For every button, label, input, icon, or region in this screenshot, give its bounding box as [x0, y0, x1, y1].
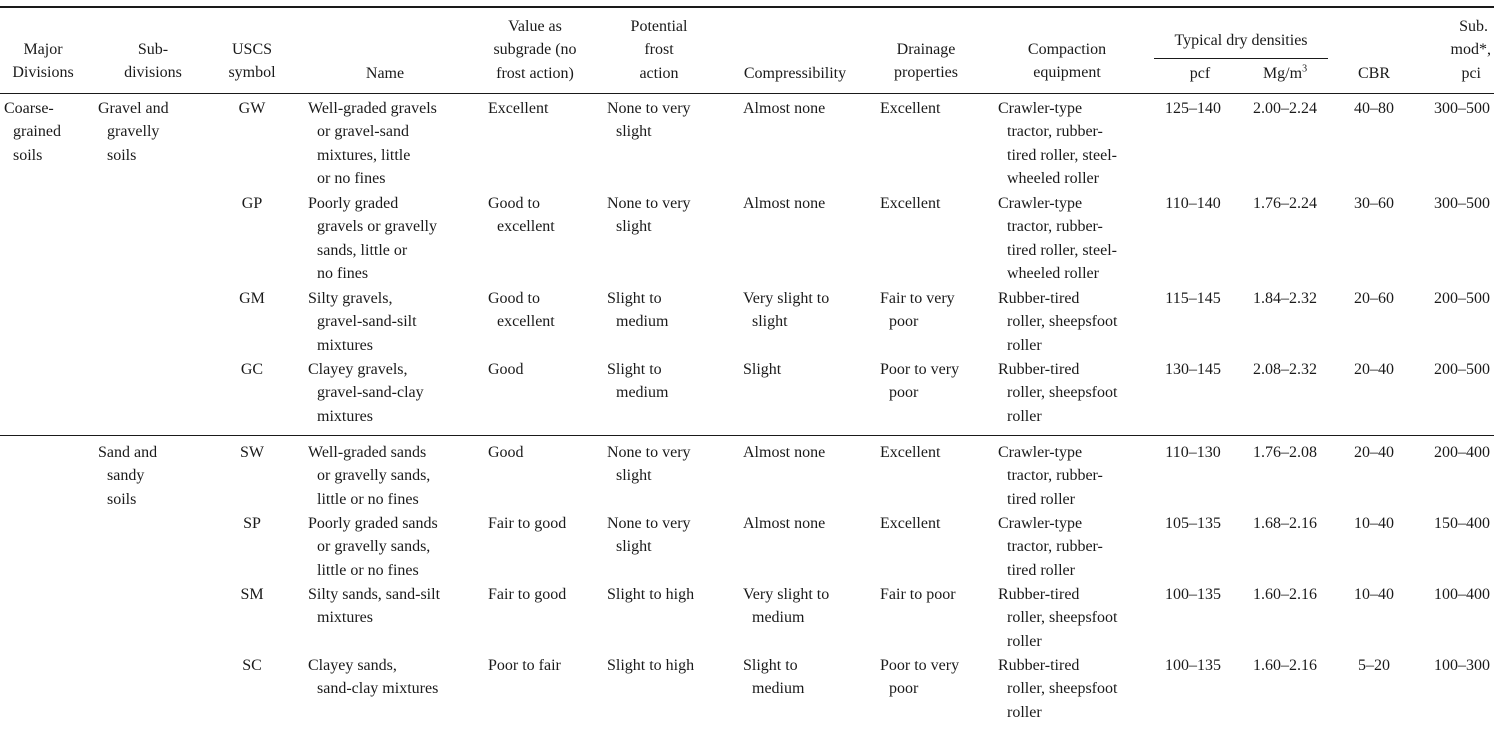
cell-value	[488, 358, 600, 381]
cell-name-line: Silty gravels,	[308, 290, 393, 307]
cell-pcf-text: 110–130	[1165, 444, 1221, 461]
header-name	[300, 62, 470, 85]
cell-submod-text: 300–500	[1434, 100, 1490, 117]
cell-compress	[743, 583, 873, 630]
cell-compaction	[998, 583, 1148, 653]
cell-submod	[1410, 358, 1490, 381]
cell-pcf-text: 110–140	[1165, 195, 1221, 212]
cell-compaction-line: Rubber-tired	[998, 361, 1080, 378]
cell-value	[488, 97, 600, 120]
group-divider-rule	[0, 435, 1494, 436]
header-mgm-superscript: 3	[1302, 63, 1308, 75]
cell-pcf	[1150, 97, 1236, 120]
cell-compaction	[998, 287, 1148, 357]
header-mgm-text: Mg/m	[1262, 65, 1303, 82]
cell-compaction	[998, 97, 1148, 191]
cell-name-line: gravel-sand-clay	[317, 384, 424, 402]
cell-value-line: Excellent	[488, 100, 549, 117]
cell-compress-line: Very slight to	[743, 586, 830, 603]
cell-compaction-line: roller	[1007, 407, 1042, 425]
cell-compaction	[998, 441, 1148, 511]
cell-symbol	[216, 192, 288, 215]
cell-drainage-line: Poor to very	[880, 361, 960, 378]
cell-mgm	[1240, 97, 1330, 120]
densities-underline	[1154, 58, 1328, 59]
cell-frost-line: medium	[616, 384, 669, 402]
cell-frost-line: slight	[616, 467, 652, 485]
header-compress-text: Compressibility	[743, 65, 847, 82]
cell-name-line: mixtures	[317, 407, 373, 425]
cell-drainage	[880, 654, 990, 701]
header-major-divisions	[0, 38, 86, 85]
cell-mgm-text: 1.60–2.16	[1253, 657, 1317, 674]
cell-cbr	[1338, 654, 1410, 677]
major-line-3: soils	[13, 146, 43, 164]
cell-compress-line: Almost none	[743, 195, 826, 212]
cell-name-line: or gravel-sand	[317, 123, 409, 141]
cell-compress	[743, 97, 873, 120]
cell-value-line: Good	[488, 444, 524, 461]
cell-compress-line: medium	[752, 609, 805, 627]
gravel-sub-line-3: soils	[107, 146, 137, 164]
header-frost-line-1: Potential	[630, 18, 688, 35]
cell-name-line: Well-graded sands	[308, 444, 427, 461]
cell-frost	[607, 654, 719, 677]
cell-name-line: Silty sands, sand-silt	[308, 586, 441, 603]
header-submod-line-2: mod*,	[1450, 41, 1491, 59]
cell-frost-line: None to very	[607, 444, 691, 461]
cell-drainage-line: poor	[889, 313, 919, 331]
cell-name	[308, 583, 478, 630]
cell-compaction-line: Crawler-type	[998, 195, 1083, 212]
sand-sub-line-2: sandy	[107, 467, 145, 485]
cell-drainage-line: Fair to poor	[880, 586, 956, 603]
cell-compress-line: Almost none	[743, 100, 826, 117]
header-frost-line-2: frost	[644, 41, 674, 59]
cell-drainage-line: Fair to very	[880, 290, 955, 307]
cell-compaction-line: tired roller, steel-	[1007, 146, 1117, 164]
cell-compaction-line: tractor, rubber-	[1007, 218, 1103, 236]
cell-name-line: mixtures	[317, 336, 373, 354]
cell-value-line: Good to	[488, 290, 540, 307]
header-compaction-equipment	[994, 38, 1140, 85]
cell-value-line: Poor to fair	[488, 657, 561, 674]
header-potential-frost-action	[600, 15, 718, 85]
cell-cbr	[1338, 512, 1410, 535]
cell-name-line: Poorly graded	[308, 195, 399, 212]
header-pcf	[1154, 62, 1246, 85]
cell-compaction-line: roller	[1007, 703, 1042, 721]
cell-name-line: gravels or gravelly	[317, 218, 437, 236]
header-cbr	[1338, 62, 1410, 85]
cell-compaction-line: tired roller	[1007, 490, 1075, 508]
header-cbr-text: CBR	[1357, 65, 1390, 82]
cell-symbol-text: SC	[242, 657, 262, 674]
cell-compaction-line: Crawler-type	[998, 100, 1083, 117]
cell-name-line: little or no fines	[317, 561, 419, 579]
cell-drainage	[880, 583, 990, 606]
cell-pcf	[1150, 287, 1236, 310]
cell-compaction-line: wheeled roller	[1007, 265, 1099, 283]
cell-drainage	[880, 287, 990, 334]
cell-mgm-text: 1.68–2.16	[1253, 515, 1317, 532]
cell-symbol-text: SP	[243, 515, 261, 532]
cell-cbr-text: 10–40	[1354, 515, 1394, 532]
cell-compaction-line: roller, sheepsfoot	[1007, 384, 1118, 402]
cell-cbr-text: 30–60	[1354, 195, 1394, 212]
cell-value-line: Good to	[488, 195, 540, 212]
cell-symbol	[216, 358, 288, 381]
cell-symbol-text: SM	[240, 586, 264, 603]
cell-name-line: gravel-sand-silt	[317, 313, 417, 331]
cell-compress	[743, 512, 873, 535]
cell-pcf	[1150, 358, 1236, 381]
cell-submod-text: 300–500	[1434, 195, 1490, 212]
cell-compaction-line: roller, sheepsfoot	[1007, 313, 1118, 331]
cell-mgm-text: 1.76–2.24	[1253, 195, 1317, 212]
cell-drainage	[880, 512, 990, 535]
sand-sub-line-1: Sand and	[98, 444, 158, 461]
cell-compress-line: medium	[752, 680, 805, 698]
cell-name-line: Clayey sands,	[308, 657, 397, 674]
cell-drainage-line: Poor to very	[880, 657, 960, 674]
cell-value-line: excellent	[497, 313, 555, 331]
header-compressibility	[728, 62, 862, 85]
cell-value-line: Fair to good	[488, 586, 567, 603]
cell-compress-line: Slight	[743, 361, 782, 378]
cell-symbol-text: GC	[240, 361, 264, 378]
cell-compress-line: Almost none	[743, 515, 826, 532]
cell-submod-text: 200–500	[1434, 290, 1490, 307]
cell-compress	[743, 654, 873, 701]
cell-compress-line: Almost none	[743, 444, 826, 461]
cell-pcf-text: 100–135	[1165, 657, 1221, 674]
cell-compaction-line: roller, sheepsfoot	[1007, 609, 1118, 627]
cell-mgm	[1240, 358, 1330, 381]
cell-name-line: or no fines	[317, 170, 386, 188]
cell-drainage-line: poor	[889, 680, 919, 698]
cell-mgm	[1240, 192, 1330, 215]
cell-pcf	[1150, 192, 1236, 215]
cell-drainage-line: Excellent	[880, 195, 941, 212]
header-sub-line-1: Sub-	[137, 41, 169, 58]
cell-compaction-line: tractor, rubber-	[1007, 123, 1103, 141]
cell-frost-line: slight	[616, 123, 652, 141]
cell-pcf-text: 130–145	[1165, 361, 1221, 378]
cell-frost-line: medium	[616, 313, 669, 331]
header-drainage-properties	[874, 38, 978, 85]
header-value-line-2: subgrade (no	[493, 41, 577, 59]
cell-compaction-line: Crawler-type	[998, 444, 1083, 461]
cell-value	[488, 441, 600, 464]
cell-submod-text: 100–400	[1434, 586, 1490, 603]
cell-compress	[743, 358, 873, 381]
cell-mgm-text: 1.76–2.08	[1253, 444, 1317, 461]
cell-pcf	[1150, 583, 1236, 606]
cell-symbol	[216, 441, 288, 464]
cell-name-line: Poorly graded sands	[308, 515, 438, 532]
cell-compaction	[998, 654, 1148, 724]
cell-compaction-line: Rubber-tired	[998, 290, 1080, 307]
cell-submod	[1410, 192, 1490, 215]
cell-symbol	[216, 512, 288, 535]
group-gravel-subdivision	[98, 97, 169, 167]
cell-name-line: no fines	[317, 265, 369, 283]
cell-compaction	[998, 358, 1148, 428]
cell-compaction-line: Rubber-tired	[998, 586, 1080, 603]
cell-submod	[1410, 654, 1490, 677]
sand-sub-line-3: soils	[107, 490, 137, 508]
cell-name-line: or gravelly sands,	[317, 467, 431, 485]
header-drainage-line-1: Drainage	[896, 41, 956, 58]
cell-submod	[1410, 287, 1490, 310]
cell-name-line: mixtures	[317, 609, 373, 627]
cell-compress	[743, 192, 873, 215]
cell-compress-line: slight	[752, 313, 788, 331]
cell-frost	[607, 97, 719, 144]
cell-cbr-text: 5–20	[1358, 657, 1390, 674]
cell-frost	[607, 358, 719, 405]
header-bottom-rule	[0, 93, 1494, 94]
cell-name-line: Well-graded gravels	[308, 100, 437, 117]
table-top-rule	[0, 6, 1494, 8]
cell-name	[308, 441, 478, 511]
cell-cbr-text: 10–40	[1354, 586, 1394, 603]
cell-compaction-line: wheeled roller	[1007, 170, 1099, 188]
group-sand-subdivision	[98, 441, 157, 511]
cell-compaction-line: roller, sheepsfoot	[1007, 680, 1118, 698]
cell-compaction-line: tired roller	[1007, 561, 1075, 579]
major-line-1: Coarse-	[4, 100, 54, 117]
cell-compaction-line: tractor, rubber-	[1007, 467, 1103, 485]
cell-mgm	[1240, 583, 1330, 606]
cell-name	[308, 192, 478, 286]
cell-drainage	[880, 192, 990, 215]
cell-value-line: excellent	[497, 218, 555, 236]
cell-drainage-line: Excellent	[880, 444, 941, 461]
cell-frost	[607, 287, 719, 334]
header-typical-dry-densities	[1154, 29, 1328, 52]
cell-symbol	[216, 287, 288, 310]
cell-submod-text: 200–400	[1434, 444, 1490, 461]
cell-name	[308, 512, 478, 582]
header-sub-mod	[1414, 15, 1494, 85]
cell-compaction	[998, 512, 1148, 582]
cell-mgm-text: 1.84–2.32	[1253, 290, 1317, 307]
cell-pcf	[1150, 654, 1236, 677]
cell-frost-line: None to very	[607, 515, 691, 532]
cell-cbr	[1338, 192, 1410, 215]
cell-submod	[1410, 97, 1490, 120]
header-densities-text: Typical dry densities	[1174, 32, 1308, 49]
cell-submod	[1410, 583, 1490, 606]
cell-frost-line: Slight to high	[607, 586, 695, 603]
cell-frost-line: None to very	[607, 195, 691, 212]
header-pcf-text: pcf	[1189, 65, 1211, 82]
cell-cbr-text: 20–60	[1354, 290, 1394, 307]
cell-submod-text: 150–400	[1434, 515, 1490, 532]
cell-name-line: sand-clay mixtures	[317, 680, 439, 698]
cell-name	[308, 287, 478, 357]
header-major-line-1: Major	[23, 41, 63, 58]
cell-compaction-line: Rubber-tired	[998, 657, 1080, 674]
cell-submod-text: 200–500	[1434, 361, 1490, 378]
cell-compaction-line: Crawler-type	[998, 515, 1083, 532]
header-compaction-line-1: Compaction	[1027, 41, 1107, 58]
cell-cbr	[1338, 583, 1410, 606]
cell-symbol	[216, 97, 288, 120]
cell-drainage	[880, 97, 990, 120]
cell-pcf	[1150, 512, 1236, 535]
cell-mgm-text: 2.00–2.24	[1253, 100, 1317, 117]
cell-mgm	[1240, 441, 1330, 464]
cell-pcf-text: 100–135	[1165, 586, 1221, 603]
cell-cbr	[1338, 97, 1410, 120]
header-value-line-1: Value as	[508, 18, 562, 35]
cell-symbol-text: GM	[239, 290, 265, 307]
cell-name-line: Clayey gravels,	[308, 361, 408, 378]
cell-name	[308, 97, 478, 191]
header-name-text: Name	[365, 65, 405, 82]
cell-frost	[607, 512, 719, 559]
cell-value-line: Fair to good	[488, 515, 567, 532]
cell-cbr-text: 20–40	[1354, 361, 1394, 378]
cell-drainage	[880, 358, 990, 405]
cell-compaction-line: roller	[1007, 336, 1042, 354]
cell-pcf	[1150, 441, 1236, 464]
cell-cbr	[1338, 287, 1410, 310]
cell-name-line: mixtures, little	[317, 146, 411, 164]
cell-cbr	[1338, 358, 1410, 381]
header-submod-line-1: Sub.	[1459, 18, 1488, 35]
cell-compress	[743, 287, 873, 334]
cell-compaction-line: tractor, rubber-	[1007, 538, 1103, 556]
cell-cbr-text: 20–40	[1354, 444, 1394, 461]
cell-value	[488, 192, 600, 239]
header-mgm3	[1240, 62, 1330, 85]
header-sub-line-2: divisions	[124, 64, 182, 82]
header-drainage-line-2: properties	[894, 64, 958, 82]
cell-frost-line: slight	[616, 218, 652, 236]
cell-frost-line: slight	[616, 538, 652, 556]
cell-drainage-line: Excellent	[880, 100, 941, 117]
cell-mgm-text: 2.08–2.32	[1253, 361, 1317, 378]
cell-mgm	[1240, 512, 1330, 535]
cell-name-line: little or no fines	[317, 490, 419, 508]
header-value-as-subgrade	[470, 15, 600, 85]
cell-pcf-text: 125–140	[1165, 100, 1221, 117]
header-major-line-2: Divisions	[12, 64, 74, 82]
gravel-sub-line-2: gravelly	[107, 123, 160, 141]
cell-cbr	[1338, 441, 1410, 464]
cell-compress	[743, 441, 873, 464]
cell-symbol-text: GP	[241, 195, 263, 212]
cell-value	[488, 654, 600, 677]
header-compaction-line-2: equipment	[1033, 64, 1101, 82]
cell-cbr-text: 40–80	[1354, 100, 1394, 117]
cell-compress-line: Slight to	[743, 657, 798, 674]
cell-symbol	[216, 654, 288, 677]
cell-drainage	[880, 441, 990, 464]
header-subdivisions	[104, 38, 202, 85]
cell-compaction-line: tired roller, steel-	[1007, 241, 1117, 259]
cell-compaction-line: roller	[1007, 632, 1042, 650]
cell-frost-line: Slight to	[607, 361, 662, 378]
cell-frost-line: None to very	[607, 100, 691, 117]
cell-frost	[607, 192, 719, 239]
cell-pcf-text: 115–145	[1165, 290, 1221, 307]
cell-name	[308, 654, 478, 701]
cell-frost	[607, 583, 719, 606]
header-uscs-line-2: symbol	[228, 64, 276, 82]
cell-value	[488, 287, 600, 334]
cell-symbol	[216, 583, 288, 606]
header-value-line-3: frost action)	[496, 64, 574, 82]
header-uscs-symbol	[216, 38, 288, 85]
cell-symbol-text: GW	[238, 100, 266, 117]
cell-mgm	[1240, 654, 1330, 677]
cell-mgm	[1240, 287, 1330, 310]
cell-value-line: Good	[488, 361, 524, 378]
cell-value	[488, 512, 600, 535]
cell-frost-line: Slight to high	[607, 657, 695, 674]
cell-submod	[1410, 441, 1490, 464]
header-uscs-line-1: USCS	[231, 41, 273, 58]
cell-compress-line: Very slight to	[743, 290, 830, 307]
group-coarse-grained-major	[4, 97, 61, 167]
cell-name-line: or gravelly sands,	[317, 538, 431, 556]
gravel-sub-line-1: Gravel and	[98, 100, 169, 117]
cell-name	[308, 358, 478, 428]
cell-pcf-text: 105–135	[1165, 515, 1221, 532]
cell-submod	[1410, 512, 1490, 535]
cell-submod-text: 100–300	[1434, 657, 1490, 674]
cell-value	[488, 583, 600, 606]
cell-drainage-line: Excellent	[880, 515, 941, 532]
header-frost-line-3: action	[639, 64, 679, 82]
cell-frost	[607, 441, 719, 488]
cell-frost-line: Slight to	[607, 290, 662, 307]
cell-mgm-text: 1.60–2.16	[1253, 586, 1317, 603]
cell-drainage-line: poor	[889, 384, 919, 402]
header-submod-line-3: pci	[1461, 64, 1481, 82]
cell-name-line: sands, little or	[317, 241, 408, 259]
cell-symbol-text: SW	[240, 444, 264, 461]
cell-compaction	[998, 192, 1148, 286]
major-line-2: grained	[13, 123, 61, 141]
